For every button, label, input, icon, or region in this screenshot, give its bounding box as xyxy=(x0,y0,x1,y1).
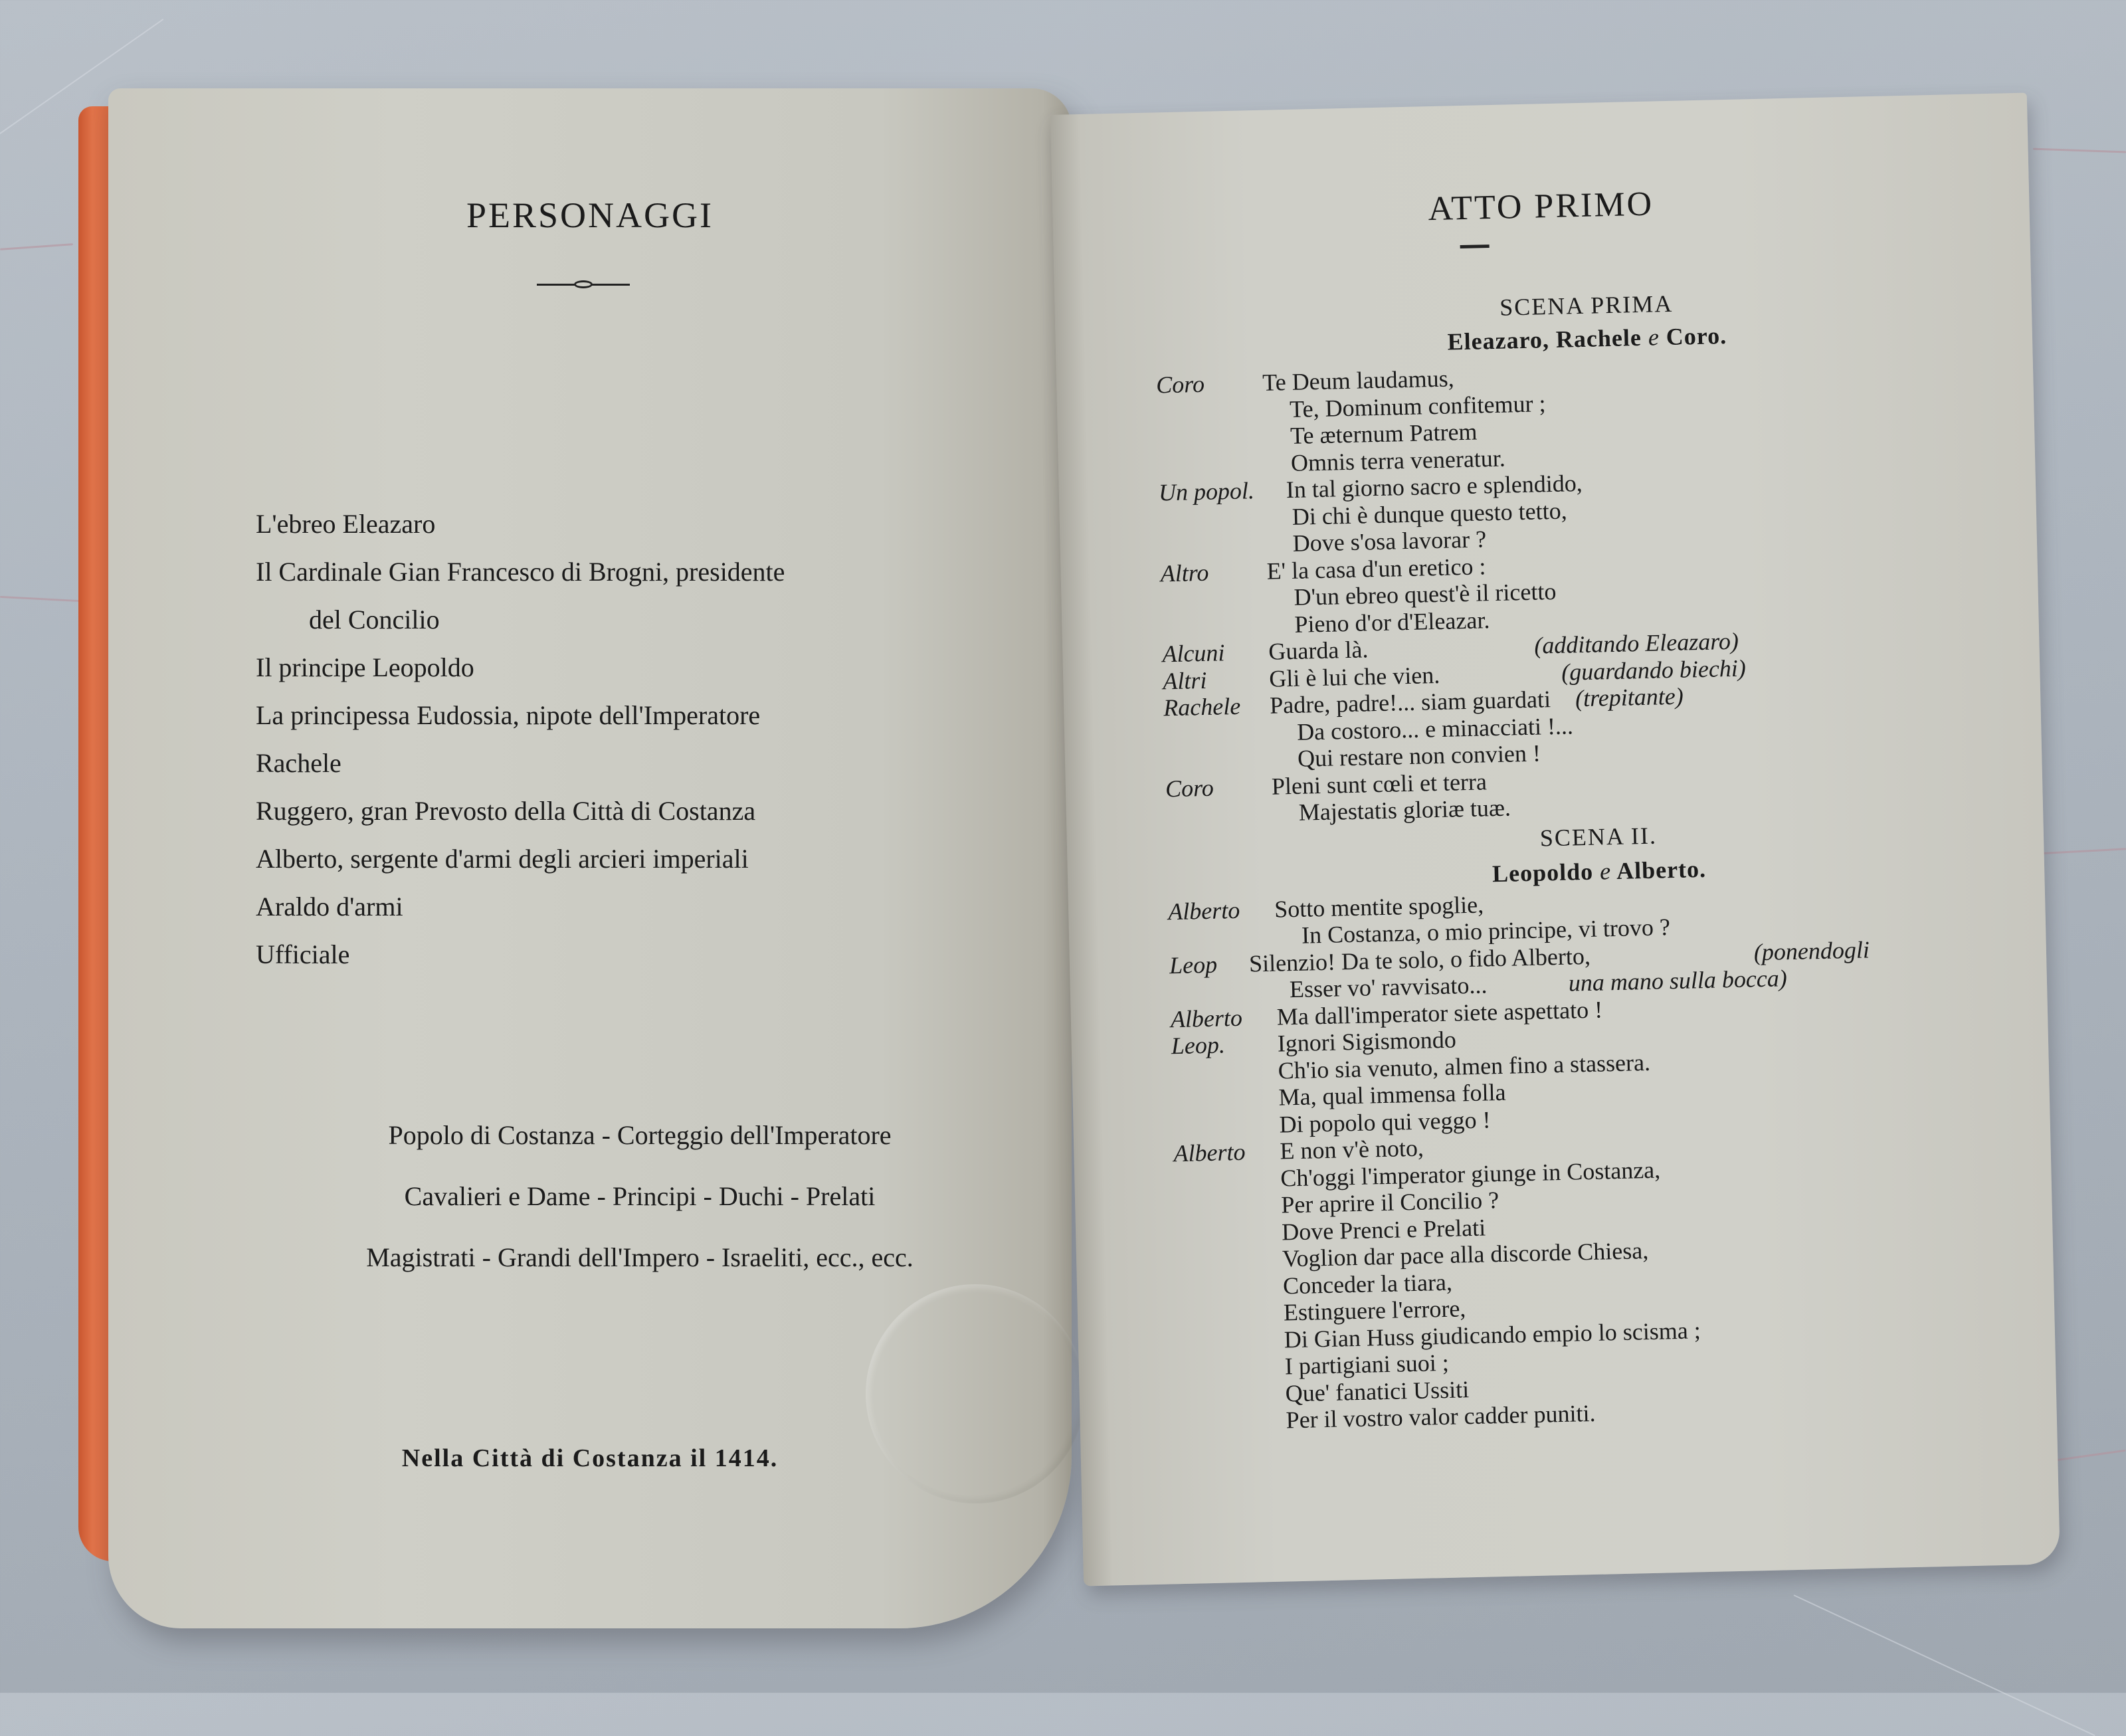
verse: Da costoro... e minacciati !... xyxy=(1296,712,1574,745)
scene-cast-names: Alberto. xyxy=(1616,855,1707,884)
right-page xyxy=(1050,93,2060,1587)
speaker: Alcuni xyxy=(1161,639,1225,668)
verse: Que' fanatici Ussiti xyxy=(1285,1375,1470,1406)
speaker: Altri xyxy=(1162,666,1207,694)
verse: Omnis terra veneratur. xyxy=(1290,444,1506,476)
cast-item: del Concilio xyxy=(309,605,440,634)
verse: Ma, qual immensa folla xyxy=(1278,1078,1506,1111)
verse: Estinguere l'errore, xyxy=(1283,1295,1466,1326)
speaker: Rachele xyxy=(1163,692,1241,722)
verse: Ignori Sigismondo xyxy=(1277,1026,1457,1057)
verse: Per il vostro valor cadder puniti. xyxy=(1286,1399,1596,1434)
page-title: PERSONAGGI xyxy=(466,195,714,235)
scene-cast-names: Eleazaro, Rachele xyxy=(1447,324,1642,355)
verse: Di Gian Huss giudicando empio lo scisma ; xyxy=(1284,1316,1701,1353)
cast-item: Ruggero, gran Prevosto della Città di Costanza xyxy=(256,796,756,826)
stage-direction: (additando Eleazaro) xyxy=(1533,627,1739,659)
verse: Te, Dominum confitemur ; xyxy=(1289,389,1546,423)
verse: Pleni sunt cœli et terra xyxy=(1271,767,1488,800)
cast-item: Il principe Leopoldo xyxy=(256,652,474,682)
speaker: Coro xyxy=(1165,774,1214,802)
scene-title: SCENA II. xyxy=(1539,822,1658,852)
scene-cast-names: Coro. xyxy=(1666,322,1727,351)
verse: Per aprire il Concilio ? xyxy=(1280,1187,1499,1218)
verse: Di chi è dunque questo tetto, xyxy=(1292,497,1568,530)
left-page xyxy=(108,88,1072,1628)
verse: Ch'oggi l'imperator giunge in Costanza, xyxy=(1280,1156,1661,1192)
act-title: ATTO PRIMO xyxy=(1427,185,1654,229)
verse: Gli è lui che vien. xyxy=(1268,661,1440,692)
speaker: Altro xyxy=(1160,559,1209,587)
verse: Ch'io sia venuto, almen fino a stassera. xyxy=(1278,1048,1651,1084)
short-rule xyxy=(1460,244,1490,248)
supporting-cast-line: Magistrati - Grandi dell'Impero - Israeliti, ecc., ecc. xyxy=(366,1242,914,1272)
scene-cast-conjunction: e xyxy=(1599,857,1612,885)
verse: In tal giorno sacro e splendido, xyxy=(1286,469,1583,504)
speaker: Leop. xyxy=(1171,1031,1226,1060)
verse: Qui restare non convien ! xyxy=(1297,739,1541,772)
cast-item: Rachele xyxy=(256,748,341,778)
stage-direction: una mano sulla bocca) xyxy=(1568,965,1788,997)
marble-vein xyxy=(2033,148,2126,153)
verse: Te æternum Patrem xyxy=(1290,418,1478,449)
setting-note: Nella Città di Costanza il 1414. xyxy=(401,1444,779,1472)
verse: Ma dall'imperator siete aspettato ! xyxy=(1276,995,1603,1030)
verse: Sotto mentite spoglie, xyxy=(1274,891,1484,923)
speaker: Alberto xyxy=(1167,896,1240,925)
cast-item: Araldo d'armi xyxy=(256,892,403,921)
speaker: Coro xyxy=(1155,370,1205,399)
stage-direction: (ponendogli xyxy=(1753,935,1870,965)
verse: E non v'è noto, xyxy=(1280,1134,1424,1165)
speaker: Un popol. xyxy=(1158,477,1255,506)
verse: I partigiani suoi ; xyxy=(1284,1349,1450,1380)
stage-direction: (trepitante) xyxy=(1575,682,1684,712)
verse: Voglion dar pace alla discorde Chiesa, xyxy=(1282,1237,1649,1272)
verse: D'un ebreo quest'è il ricetto xyxy=(1294,577,1557,611)
cast-item: Alberto, sergente d'armi degli arcieri imperiali xyxy=(256,844,749,874)
verse: Te Deum laudamus, xyxy=(1262,365,1455,396)
cast-item: Il Cardinale Gian Francesco di Brogni, presidente xyxy=(256,557,785,587)
stage-direction: (guardando biechi) xyxy=(1561,654,1747,686)
cast-list xyxy=(256,500,1053,979)
verse: Dove s'osa lavorar ? xyxy=(1292,526,1487,557)
supporting-cast-line: Popolo di Costanza - Corteggio dell'Imperatore xyxy=(388,1120,892,1150)
decorative-rule-icon xyxy=(537,281,630,288)
marble-vein xyxy=(2033,848,2126,854)
supporting-cast xyxy=(241,1105,1038,1288)
supporting-cast-line: Cavalieri e Dame - Principi - Duchi - Prelati xyxy=(404,1181,876,1211)
script-body xyxy=(1154,279,2044,1436)
verse: Padre, padre!... siam guardati xyxy=(1269,686,1551,719)
scene-cast-conjunction: e xyxy=(1648,324,1660,351)
cast-item: Ufficiale xyxy=(256,939,350,969)
verse: Guarda là. xyxy=(1268,636,1369,665)
verse: Di popolo qui veggo ! xyxy=(1279,1106,1491,1138)
marble-streak xyxy=(1794,1594,2095,1736)
marble-vein xyxy=(0,596,80,602)
cast-item: L'ebreo Eleazaro xyxy=(256,509,436,539)
verse: E' la casa d'un eretico : xyxy=(1266,552,1486,585)
verse: In Costanza, o mio principe, vi trovo ? xyxy=(1301,914,1671,949)
scene-cast-names: Leopoldo xyxy=(1492,858,1594,887)
marble-vein xyxy=(0,243,73,250)
verse: Esser vo' ravvisato... xyxy=(1289,971,1488,1003)
verse: Silenzio! Da te solo, o fido Alberto, xyxy=(1248,942,1591,977)
verse: Majestatis gloriæ tuæ. xyxy=(1298,794,1511,826)
speaker: Leop xyxy=(1169,951,1218,979)
verse: Dove Prenci e Prelati xyxy=(1281,1214,1486,1246)
marble-vein xyxy=(2046,1450,2125,1463)
speaker: Alberto xyxy=(1170,1004,1243,1032)
speaker: Alberto xyxy=(1173,1138,1246,1167)
cast-item: La principessa Eudossia, nipote dell'Imperatore xyxy=(256,700,761,730)
verse: Pieno d'or d'Eleazar. xyxy=(1294,606,1490,638)
scene-title: SCENA PRIMA xyxy=(1499,290,1674,321)
verse: Conceder la tiara, xyxy=(1282,1268,1453,1300)
